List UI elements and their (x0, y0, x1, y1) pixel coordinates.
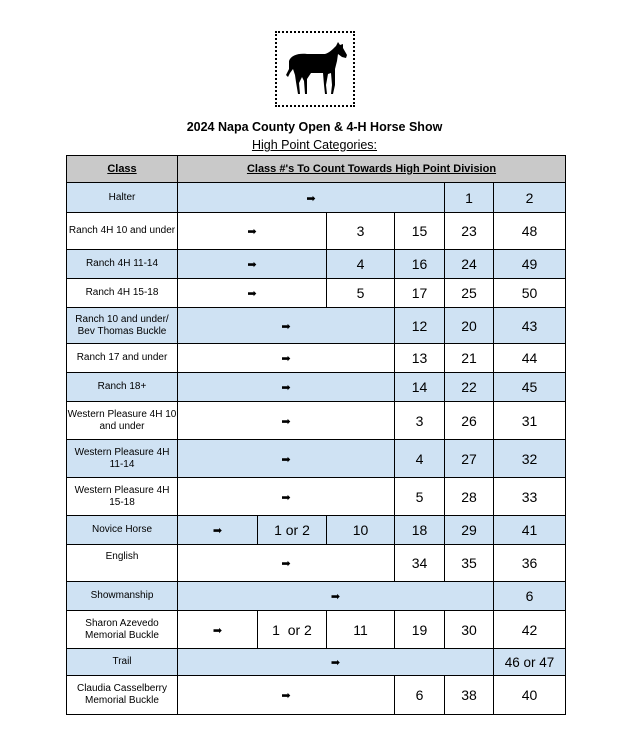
class-label: English (67, 545, 178, 582)
class-number: 24 (445, 250, 494, 279)
table-row (67, 440, 566, 478)
right-arrow-icon: ➡ (247, 226, 257, 238)
class-label: Western Pleasure 4H 11-14 (67, 440, 178, 478)
class-number: 48 (494, 213, 566, 250)
class-number: 32 (494, 440, 566, 478)
table-header-row (67, 156, 566, 183)
class-number: 4 (327, 250, 395, 279)
arrow-cell (178, 213, 327, 250)
right-arrow-icon: ➡ (247, 288, 257, 300)
right-arrow-icon: ➡ (281, 353, 291, 365)
class-number: 13 (395, 344, 445, 373)
arrow-cell (178, 611, 258, 649)
class-number: 17 (395, 279, 445, 308)
table-row (67, 213, 566, 250)
class-label: Ranch 17 and under (67, 344, 178, 373)
arrow-cell (178, 478, 395, 516)
table-row (67, 516, 566, 545)
page-title: 2024 Napa County Open & 4-H Horse Show (186, 120, 443, 134)
class-label: Claudia Casselberry Memorial Buckle (67, 676, 178, 715)
class-number: 33 (494, 478, 566, 516)
class-number: 5 (395, 478, 445, 516)
right-arrow-icon: ➡ (247, 259, 257, 271)
class-label: Ranch 4H 11-14 (67, 250, 178, 279)
table-row (67, 611, 566, 649)
table-row (67, 183, 566, 213)
header-class: Class (67, 156, 178, 183)
class-number: 1 or 2 (258, 611, 327, 649)
arrow-cell (178, 344, 395, 373)
class-number: 5 (327, 279, 395, 308)
class-number: 14 (395, 373, 445, 402)
class-number: 19 (395, 611, 445, 649)
class-number: 27 (445, 440, 494, 478)
class-number: 40 (494, 676, 566, 715)
right-arrow-icon: ➡ (281, 690, 291, 702)
class-number: 1 (445, 183, 494, 213)
arrow-cell (178, 402, 395, 440)
class-label: Western Pleasure 4H 10 and under (67, 402, 178, 440)
class-number: 18 (395, 516, 445, 545)
class-number: 4 (395, 440, 445, 478)
header-class-numbers: Class #'s To Count Towards High Point Division (178, 156, 566, 183)
class-label: Ranch 4H 15-18 (67, 279, 178, 308)
class-number: 6 (494, 582, 566, 611)
class-number: 12 (395, 308, 445, 344)
class-label: Western Pleasure 4H 15-18 (67, 478, 178, 516)
class-number: 45 (494, 373, 566, 402)
table-row (67, 478, 566, 516)
arrow-cell (178, 373, 395, 402)
class-number: 11 (327, 611, 395, 649)
class-number: 6 (395, 676, 445, 715)
table-row (67, 308, 566, 344)
right-arrow-icon: ➡ (306, 192, 316, 205)
table-row (67, 545, 566, 582)
table-row (67, 373, 566, 402)
class-number: 43 (494, 308, 566, 344)
class-number: 3 (395, 402, 445, 440)
right-arrow-icon: ➡ (330, 657, 341, 669)
class-number: 31 (494, 402, 566, 440)
class-label: Showmanship (67, 582, 178, 611)
horse-logo (275, 31, 355, 107)
class-number: 38 (445, 676, 494, 715)
class-number: 23 (445, 213, 494, 250)
right-arrow-icon: ➡ (212, 525, 223, 537)
class-number: 34 (395, 545, 445, 582)
class-label: Halter (67, 183, 178, 213)
class-number: 15 (395, 213, 445, 250)
arrow-cell (178, 308, 395, 344)
class-number: 41 (494, 516, 566, 545)
arrow-cell (178, 676, 395, 715)
class-number: 3 (327, 213, 395, 250)
class-number: 30 (445, 611, 494, 649)
right-arrow-icon: ➡ (281, 453, 291, 466)
class-number: 50 (494, 279, 566, 308)
class-number: 36 (494, 545, 566, 582)
table-row (67, 676, 566, 715)
horse-silhouette-icon (281, 39, 351, 101)
right-arrow-icon: ➡ (281, 491, 291, 504)
class-number: 44 (494, 344, 566, 373)
right-arrow-icon: ➡ (330, 591, 341, 603)
table-row (67, 402, 566, 440)
table-row (67, 649, 566, 676)
class-label: Ranch 4H 10 and under (67, 213, 178, 250)
class-label: Sharon Azevedo Memorial Buckle (67, 611, 178, 649)
class-number: 21 (445, 344, 494, 373)
high-point-table (66, 155, 566, 715)
arrow-cell (178, 250, 327, 279)
right-arrow-icon: ➡ (281, 558, 291, 570)
arrow-cell (178, 649, 494, 676)
class-number: 22 (445, 373, 494, 402)
class-number: 2 (494, 183, 566, 213)
arrow-cell (178, 582, 494, 611)
table-row (67, 582, 566, 611)
right-arrow-icon: ➡ (212, 624, 223, 637)
class-number: 35 (445, 545, 494, 582)
right-arrow-icon: ➡ (281, 382, 291, 394)
class-number: 25 (445, 279, 494, 308)
class-label: Ranch 18+ (67, 373, 178, 402)
class-number: 46 or 47 (494, 649, 566, 676)
class-number: 26 (445, 402, 494, 440)
class-label: Ranch 10 and under/ Bev Thomas Buckle (67, 308, 178, 344)
class-number: 42 (494, 611, 566, 649)
table-row (67, 279, 566, 308)
arrow-cell (178, 183, 445, 213)
class-label: Trail (67, 649, 178, 676)
arrow-cell (178, 440, 395, 478)
table-row (67, 344, 566, 373)
class-number: 10 (327, 516, 395, 545)
arrow-cell (178, 279, 327, 308)
class-number: 49 (494, 250, 566, 279)
page-subtitle: High Point Categories: (251, 138, 378, 152)
class-number: 20 (445, 308, 494, 344)
arrow-cell (178, 516, 258, 545)
arrow-cell (178, 545, 395, 582)
class-number: 1 or 2 (258, 516, 327, 545)
table-row (67, 250, 566, 279)
class-number: 28 (445, 478, 494, 516)
class-label: Novice Horse (67, 516, 178, 545)
right-arrow-icon: ➡ (281, 415, 291, 428)
class-number: 29 (445, 516, 494, 545)
right-arrow-icon: ➡ (281, 320, 291, 333)
class-number: 16 (395, 250, 445, 279)
